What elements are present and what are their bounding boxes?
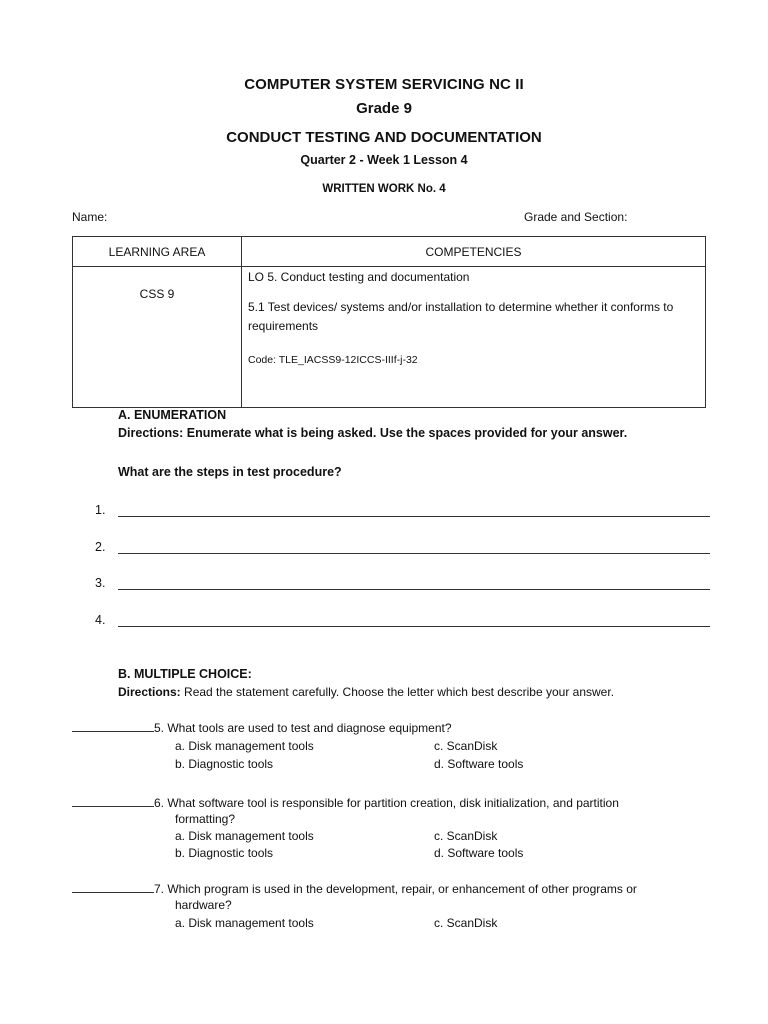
question-continuation: hardware? — [175, 898, 232, 912]
option-a: a. Disk management tools — [175, 829, 314, 843]
enum-number: 1. — [95, 503, 106, 517]
option-b: b. Diagnostic tools — [175, 757, 274, 771]
enum-number: 2. — [95, 540, 106, 554]
competency-table — [72, 236, 706, 408]
question-6 — [72, 795, 619, 810]
question-text: 7. Which program is used in the development, repair, or enhancement of other programs or — [154, 882, 637, 896]
answer-line-1[interactable] — [118, 516, 710, 517]
topic-heading: CONDUCT TESTING AND DOCUMENTATION — [226, 129, 542, 146]
learning-objective: LO 5. Conduct testing and documentation — [248, 270, 470, 284]
written-work-heading: WRITTEN WORK No. 4 — [322, 183, 446, 195]
option-b: b. Diagnostic tools — [175, 846, 274, 860]
grade-section-label: Grade and Section: — [524, 210, 628, 224]
answer-line-3[interactable] — [118, 589, 710, 590]
option-d: d. Software tools — [434, 757, 524, 771]
enum-number: 3. — [95, 576, 106, 590]
quarter-heading: Quarter 2 - Week 1 Lesson 4 — [300, 153, 468, 167]
question-7 — [72, 881, 637, 896]
directions-text: Read the statement carefully. Choose the letter which best describe your answer. — [180, 685, 615, 699]
enum-number: 4. — [95, 613, 106, 627]
answer-line-4[interactable] — [118, 626, 710, 627]
section-a-title: A. ENUMERATION — [118, 408, 227, 422]
section-a-directions: Directions: Enumerate what is being asked. Use the spaces provided for your answer. — [118, 426, 628, 440]
table-row — [73, 267, 706, 408]
table-header-row — [73, 237, 706, 267]
answer-blank-6[interactable] — [72, 795, 154, 807]
option-c: c. ScanDisk — [434, 916, 498, 930]
option-c: c. ScanDisk — [434, 829, 498, 843]
answer-blank-7[interactable] — [72, 881, 154, 893]
competencies-header: COMPETENCIES — [242, 237, 706, 267]
competency-5-1: 5.1 Test devices/ systems and/or installation to determine whether it conforms to requirements — [248, 300, 674, 333]
question-text: 5. What tools are used to test and diagnose equipment? — [154, 721, 452, 735]
learning-area-value: CSS 9 — [139, 287, 175, 301]
option-a: a. Disk management tools — [175, 739, 314, 753]
learning-area-header: LEARNING AREA — [73, 237, 242, 267]
section-a-question: What are the steps in test procedure? — [118, 465, 342, 479]
question-text: 6. What software tool is responsible for partition creation, disk initialization, and partition — [154, 796, 619, 810]
option-c: c. ScanDisk — [434, 739, 498, 753]
option-a: a. Disk management tools — [175, 916, 314, 930]
competencies-cell — [242, 267, 706, 408]
learning-area-cell — [73, 267, 242, 408]
question-continuation: formatting? — [175, 812, 236, 826]
answer-line-2[interactable] — [118, 553, 710, 554]
answer-blank-5[interactable] — [72, 720, 154, 732]
directions-label: Directions: — [118, 685, 181, 699]
section-b-title: B. MULTIPLE CHOICE: — [118, 667, 252, 681]
grade-heading: Grade 9 — [356, 100, 412, 117]
section-b-directions — [118, 685, 614, 699]
competency-code: Code: TLE_IACSS9-12ICCS-IIIf-j-32 — [248, 354, 418, 366]
question-5 — [72, 720, 452, 735]
option-d: d. Software tools — [434, 846, 524, 860]
worksheet-title: COMPUTER SYSTEM SERVICING NC II — [244, 76, 524, 93]
name-label: Name: — [72, 210, 108, 224]
